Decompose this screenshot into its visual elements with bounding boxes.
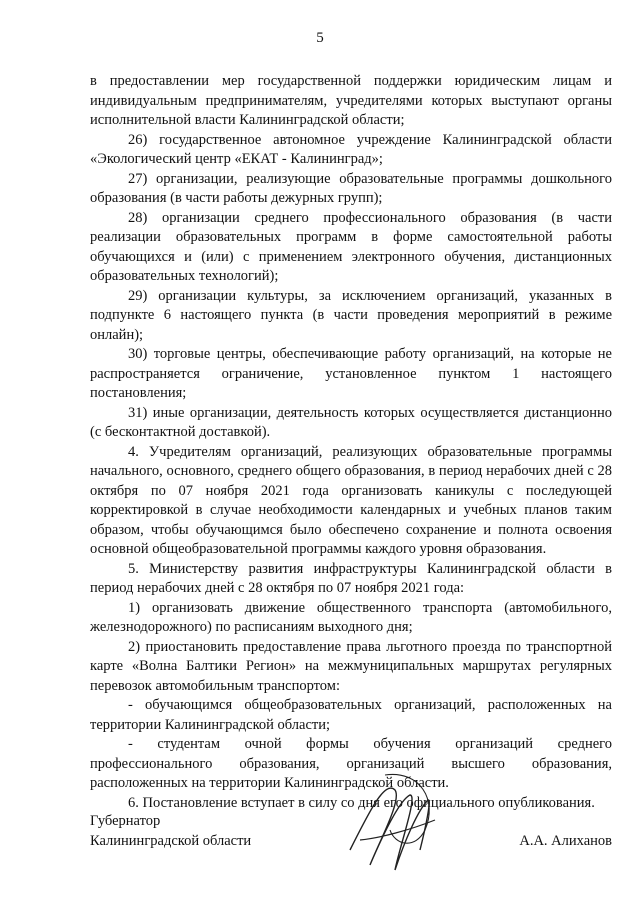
page-number: 5	[316, 30, 324, 46]
paragraph-dash-1: - обучающимся общеобразовательных организаций, расположенных на территории Калининградской области;	[90, 697, 612, 733]
paragraph-dash-2: - студентам очной формы обучения организаций среднего профессионального образования, организаций высшего образования, расположенных на территории Калининградской области.	[90, 736, 612, 791]
paragraph-item-30: 30) торговые центры, обеспечивающие работу организаций, на которые не распространяется ограничение, установленное пунктом 1 настоящего постановления;	[90, 346, 612, 401]
document-body	[90, 72, 612, 813]
paragraph-sub-1: 1) организовать движение общественного транспорта (автомобильного, железнодорожного) по расписаниям выходного дня;	[90, 599, 612, 635]
paragraph-item-28: 28) организации среднего профессионального образования (в части реализации образовательных программ в форме самостоятельной работы обучающихся и (или) с применением электронного обучения, дистанционных образовательных технологий);	[90, 209, 612, 284]
paragraph-point-4: 4. Учредителям организаций, реализующих образовательные программы начального, основного, среднего общего образования, в период нерабочих дней с 28 октября по 07 ноября 2021 года организовать каникулы с последующей корректировкой в случае необходимости календарных и учебных планов таким образом, чтобы обучающимся было обеспечено сохранение и полнота освоения основной общеобразовательной программы каждого уровня образования.	[90, 443, 612, 557]
paragraph-item-26: 26) государственное автономное учреждение Калининградской области «Экологический центр «ЕКАТ - Калининград»;	[90, 131, 612, 167]
paragraph-continuation: в предоставлении мер государственной поддержки юридическим лицам и индивидуальным предпринимателям, учредителями которых выступают органы исполнительной власти Калининградской области;	[90, 73, 612, 128]
paragraph-item-27: 27) организации, реализующие образовательные программы дошкольного образования (в части работы дежурных групп);	[90, 170, 612, 206]
signer-title: Губернатор	[90, 813, 161, 829]
signer-name: А.А. Алиханов	[519, 832, 612, 849]
paragraph-item-29: 29) организации культуры, за исключением организаций, указанных в подпункте 6 настоящего пункта (в части проведения мероприятий в режиме онлайн);	[90, 287, 612, 343]
signature-block	[90, 812, 612, 851]
paragraph-sub-2: 2) приостановить предоставление права льготного проезда по транспортной карте «Волна Балтики Регион» на межмуниципальных маршрутах регулярных перевозок автомобильным транспортом:	[90, 638, 612, 694]
paragraph-point-5: 5. Министерству развития инфраструктуры Калининградской области в период нерабочих дней с 28 октября по 07 ноября 2021 года:	[90, 560, 612, 596]
paragraph-item-31: 31) иные организации, деятельность которых осуществляется дистанционно (с бесконтактной доставкой).	[90, 404, 612, 440]
signer-region: Калининградской области	[90, 832, 252, 849]
paragraph-point-6: 6. Постановление вступает в силу со дня его официального опубликования.	[128, 794, 595, 811]
